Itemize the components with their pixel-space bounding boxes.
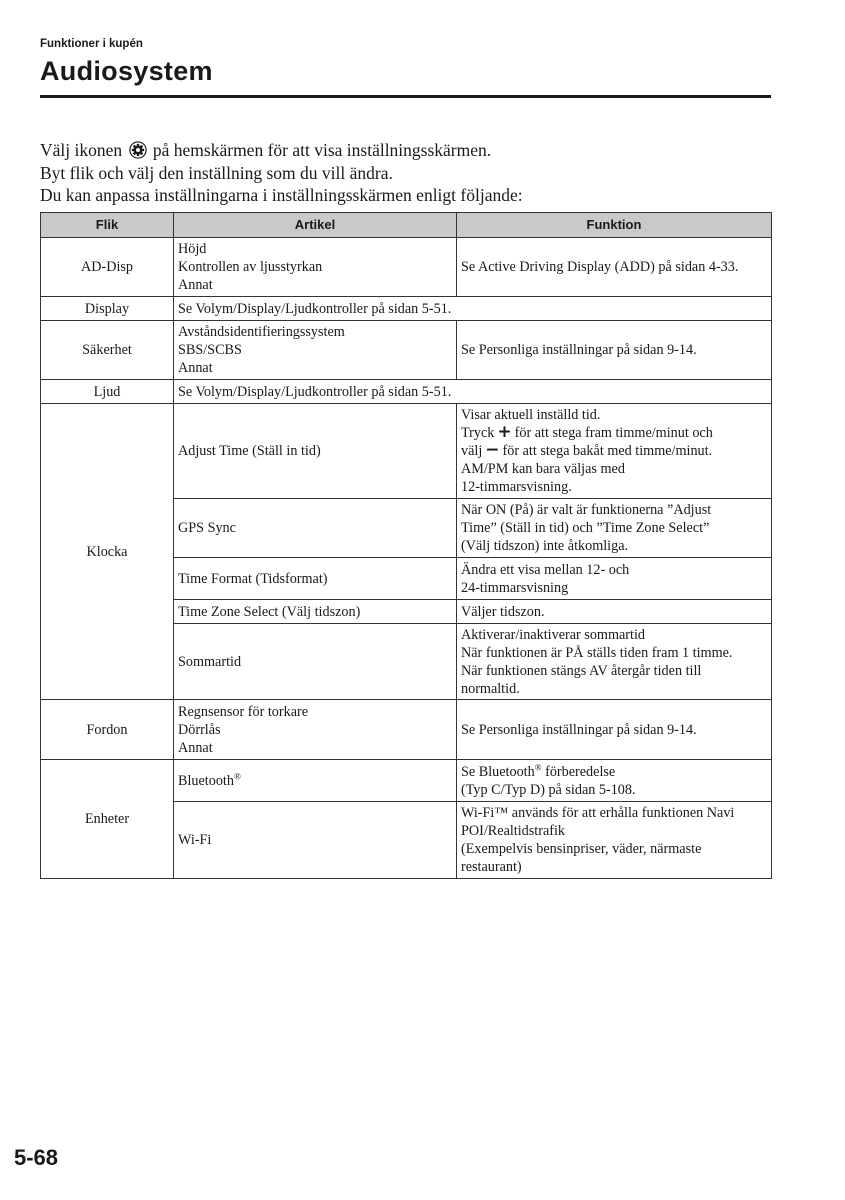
flik-klocka: Klocka [41, 404, 174, 700]
tryck-text: Tryck [461, 425, 495, 441]
flik-sakerhet: Säkerhet [41, 321, 174, 380]
funktion-gps-sync [457, 499, 772, 558]
artikel-sommartid: Sommartid [174, 624, 457, 700]
funktion-time-zone: Väljer tidszon. [457, 600, 772, 624]
flik-ljud: Ljud [41, 380, 174, 404]
artikel-line: Kontrollen av ljusstyrkan [178, 259, 323, 275]
funktion-line: AM/PM kan bara väljas med [461, 461, 625, 477]
funktion-line: Visar aktuell inställd tid. [461, 407, 601, 423]
row-ad-disp [41, 238, 772, 297]
row-klocka-adjust-time [41, 404, 772, 499]
row-ljud [41, 380, 772, 404]
artikel-line: Dörrlås [178, 721, 221, 738]
funktion-wifi [457, 802, 772, 879]
flik-display: Display [41, 297, 174, 321]
funktion-line: normaltid. [461, 680, 520, 697]
funktion-line: 24-timmarsvisning [461, 579, 569, 596]
funktion-sommartid [457, 624, 772, 700]
funktion-line: Time” (Ställ in tid) och ”Time Zone Select” [461, 520, 710, 536]
artikel-line: Avståndsidentifieringssystem [178, 324, 345, 340]
registered-mark: ® [233, 770, 241, 781]
section-label: Funktioner i kupén [40, 38, 143, 50]
row-enheter-bluetooth [41, 760, 772, 802]
bluetooth-label: Bluetooth [178, 772, 234, 789]
col-header-artikel: Artikel [174, 213, 457, 238]
col-header-flik: Flik [41, 213, 174, 238]
intro-line-1 [40, 139, 523, 162]
intro-line-1-before: Välj ikonen [40, 140, 123, 160]
intro-line-2: Byt flik och välj den inställning som du vill ändra. [40, 162, 393, 183]
ljud-reference: Se Volym/Display/Ljudkontroller på sidan 5-51. [174, 380, 772, 404]
flik-enheter: Enheter [41, 760, 174, 879]
artikel-time-zone: Time Zone Select (Välj tidszon) [174, 600, 457, 624]
artikel-wifi: Wi-Fi [174, 802, 457, 879]
settings-table [40, 212, 772, 879]
row-sakerhet [41, 321, 772, 380]
minus-icon: − [485, 440, 500, 460]
artikel-time-format: Time Format (Tidsformat) [174, 558, 457, 600]
funktion-line: När funktionen är PÅ ställs tiden fram 1 timme. [461, 644, 733, 661]
display-reference: Se Volym/Display/Ljudkontroller på sidan 5-51. [174, 297, 772, 321]
funktion-line: När ON (På) är valt är funktionerna ”Adjust [461, 502, 712, 518]
page-number: 5-68 [14, 1145, 59, 1170]
col-header-funktion: Funktion [457, 213, 772, 238]
funktion-line: POI/Realtidstrafik [461, 823, 566, 839]
bluetooth-ref-suffix: förberedelse [541, 763, 616, 780]
artikel-fordon [174, 700, 457, 760]
step-back-text: för att stega bakåt med timme/minut. [502, 443, 713, 459]
artikel-line: SBS/SCBS [178, 342, 242, 358]
funktion-line: 12-timmarsvisning. [461, 479, 572, 495]
funktion-fordon: Se Personliga inställningar på sidan 9-14. [457, 700, 772, 760]
intro-line-3: Du kan anpassa inställningarna i inställningsskärmen enligt följande: [40, 185, 523, 205]
registered-mark: ® [534, 761, 542, 772]
artikel-sakerhet [174, 321, 457, 380]
funktion-ad-disp: Se Active Driving Display (ADD) på sidan 4-33. [457, 238, 772, 297]
funktion-line: (Välj tidszon) inte åtkomliga. [461, 538, 629, 554]
valj-text: välj [461, 443, 483, 459]
funktion-line: Wi-Fi™ används för att erhålla funktionen Navi [461, 805, 735, 821]
funktion-line: (Typ C/Typ D) på sidan 5-108. [461, 781, 636, 798]
funktion-sakerhet: Se Personliga inställningar på sidan 9-14. [457, 321, 772, 380]
funktion-line: När funktionen stängs AV återgår tiden till [461, 662, 702, 679]
funktion-line: restaurant) [461, 859, 522, 875]
funktion-bluetooth [457, 760, 772, 802]
artikel-line: Annat [178, 739, 213, 756]
intro-text [40, 139, 523, 207]
artikel-line: Annat [178, 360, 213, 376]
flik-ad-disp: AD-Disp [41, 238, 174, 297]
funktion-line: (Exempelvis bensinpriser, väder, närmaste [461, 841, 702, 857]
row-fordon [41, 700, 772, 760]
funktion-line [461, 763, 767, 781]
funktion-line [461, 442, 767, 460]
plus-icon: + [497, 422, 512, 442]
intro-line-1-after: på hemskärmen för att visa inställningsskärmen. [152, 140, 492, 160]
artikel-bluetooth [174, 760, 457, 802]
artikel-line: Annat [178, 277, 213, 293]
funktion-line: Aktiverar/inaktiverar sommartid [461, 626, 645, 643]
artikel-gps-sync: GPS Sync [174, 499, 457, 558]
artikel-line: Höjd [178, 241, 207, 257]
step-forward-text: för att stega fram timme/minut och [514, 425, 713, 441]
funktion-line: Ändra ett visa mellan 12- och [461, 561, 630, 578]
artikel-adjust-time: Adjust Time (Ställ in tid) [174, 404, 457, 499]
flik-fordon: Fordon [41, 700, 174, 760]
row-display [41, 297, 772, 321]
funktion-adjust-time [457, 404, 772, 499]
funktion-time-format [457, 558, 772, 600]
bluetooth-ref-text: Se Bluetooth [461, 763, 535, 780]
title-rule [40, 95, 771, 98]
artikel-line: Regnsensor för torkare [178, 703, 309, 720]
artikel-ad-disp [174, 238, 457, 297]
page-title: Audiosystem [40, 56, 213, 86]
settings-gear-icon [129, 141, 147, 159]
table-header-row [41, 213, 772, 238]
funktion-line [461, 424, 767, 442]
